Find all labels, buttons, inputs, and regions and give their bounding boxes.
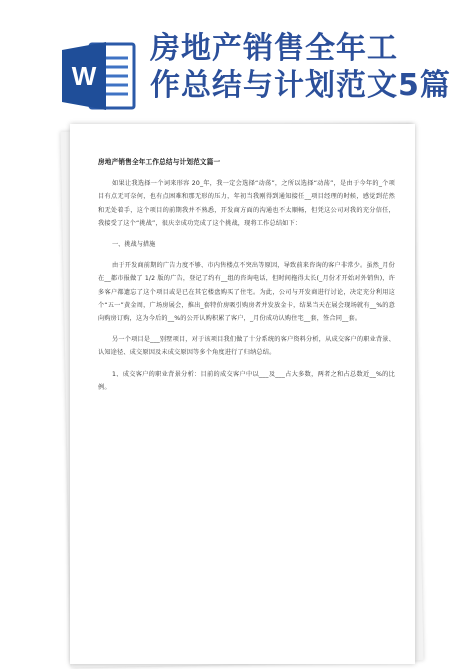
- document-page: [70, 124, 415, 664]
- paragraph-villa-project: 另一个项目是___别墅项目，对于该项目我们做了十分系统的客户资料分析，从成交客户的职业背景、认知途径、成交原因及未成交原因等多个角度进行了归纳总结。: [98, 336, 395, 357]
- section-heading: 一、挑战与措施: [112, 241, 156, 249]
- paragraph-intro: 如果让我选择一个词来形容 20_年，我一定会选择“动荡”，之所以选择“动荡”，是由于今年的_个项目有点无可奈何，也有点困难和那无形的压力，年初当我刚得到通知接任__项目经理的时候，感觉到茫然和无处着手，这个项目的前期我并不熟悉，开发商方面的沟通也不太顺畅，但凭这公司对我的充分信任，我接受了这个“挑战”，很庆幸成功完成了这个挑战，现将工作总结如下：: [98, 180, 395, 227]
- title-line-2: 作总结与计划范文5篇: [150, 68, 451, 103]
- paragraph-challenge: 由于开发商前期的广告力度不够、市内售楼点不突出等原因，导致前来咨询的客户非常少。虽然_月份在__都市报做了 1/2 版的广告，登记了约有__组的咨询电话，但时间拖得太长(_月份才开始对外销售)，许多客户都遗忘了这个项目或是已在其它楼盘购买了住宅。为此，公司与开发商进行讨论，决定充分利用这个“五一”黄金周，广场房展会，推出_套特价房吸引购房者并发放金卡，结果当天在展会现场就有__%的意向购房订购，这为今后的__%的公开认购积累了客户，_月份成功认购住宅__套，签合同__套。: [98, 262, 395, 323]
- title-line-1: 房地产销售全年工: [150, 31, 398, 66]
- header-banner: [0, 0, 474, 125]
- page-title: [150, 30, 468, 104]
- document-title: 房地产销售全年工作总结与计划范文篇一: [98, 158, 221, 166]
- word-document-icon: [60, 38, 138, 114]
- paragraph-customer-analysis: 1、成交客户的职业背景分析：目前的成交客户中以___及___占大多数，两者之和占总数近__%的比例。: [98, 370, 395, 391]
- word-logo-letter: W: [71, 61, 97, 91]
